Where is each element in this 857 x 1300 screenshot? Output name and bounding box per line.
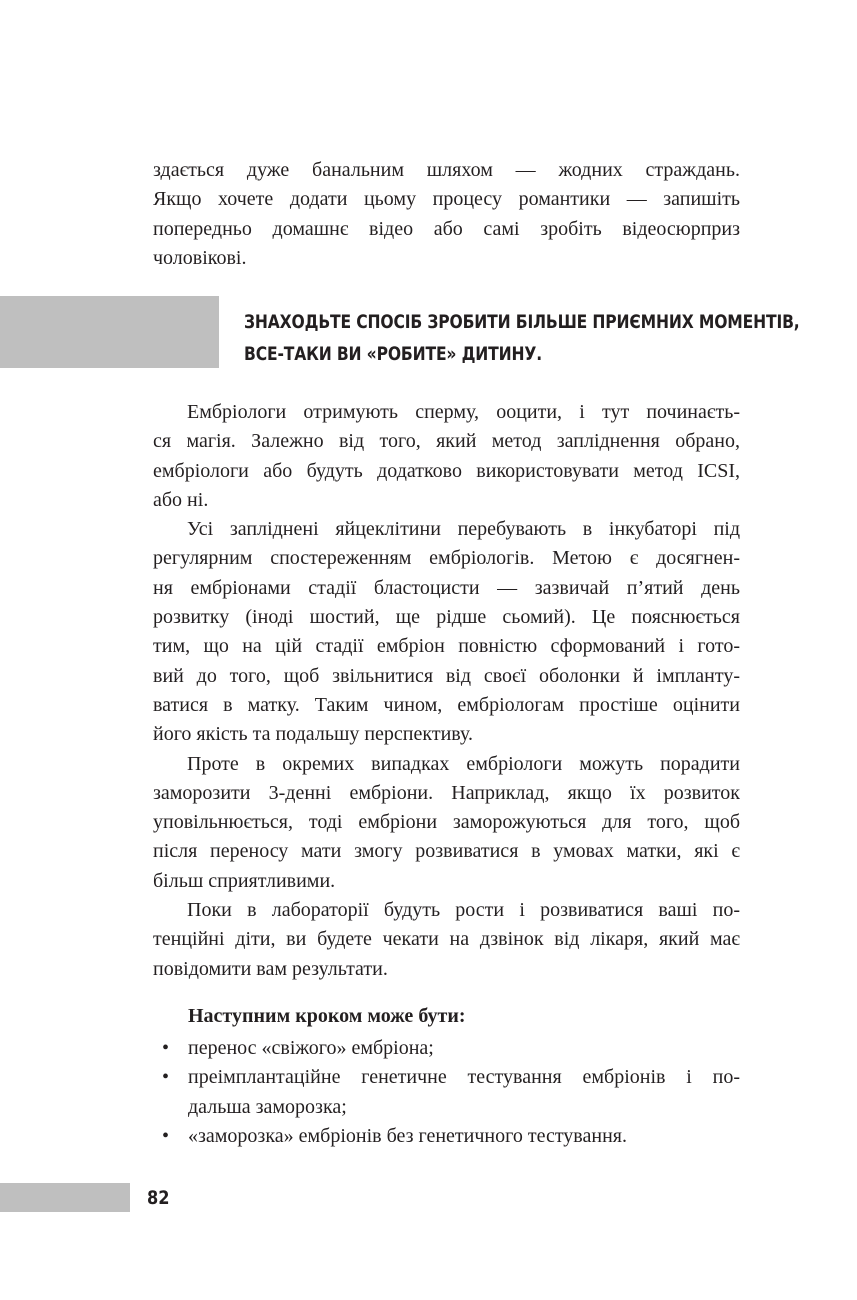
text-line: Ембріологи отримують сперму, ооцити, і тут починаєть- <box>187 401 740 423</box>
text-line: його якість та подальшу перспективу. <box>153 723 474 746</box>
paragraph <box>153 398 740 515</box>
text-line: Проте в окремих випадках ембріологи можуть порадити <box>187 752 740 775</box>
text-line: більш сприятливими. <box>153 869 336 892</box>
list-item <box>153 1063 740 1122</box>
text-line: Поки в лабораторії будуть рости і розвиватися ваші по- <box>187 899 740 922</box>
text-line: уповільнюється, тоді ембріони заморожуються для того, щоб <box>153 811 740 834</box>
text-line: повідомити вам результати. <box>153 957 388 980</box>
text-line: заморозити 3-денні ембріони. Наприклад, якщо їх розвиток <box>153 781 740 804</box>
text-line: ня ембріонами стадії бластоцисти — зазвичай п’ятий день <box>153 576 740 599</box>
text-line: • «заморозка» ембріонів без генетичного тестування. <box>188 1124 627 1147</box>
list-lead: Наступним кроком може бути: <box>188 1005 466 1027</box>
text-line: ся магія. Залежно від того, який метод запліднення обрано, <box>153 430 740 453</box>
intro-paragraph <box>153 156 740 273</box>
list-item <box>153 1122 740 1151</box>
text-line: регулярним спостереженням ембріологів. Метою є досягнен- <box>153 547 740 570</box>
callout-line: ВСЕ-ТАКИ ВИ «РОБИТЕ» ДИТИНУ. <box>244 343 543 365</box>
text-line: ембріологи або будуть додатково використовувати метод ICSI, <box>153 459 740 482</box>
text-line: тим, що на цій стадії ембріон повністю сформований і гото- <box>153 635 740 658</box>
text-line: розвитку (іноді шостий, ще рідше сьомий). Це пояснюється <box>153 606 740 629</box>
callout-heading <box>244 306 800 370</box>
list-item <box>153 1034 740 1063</box>
text-line: Усі запліднені яйцеклітини перебувають в інкубаторі під <box>187 518 740 541</box>
text-line: • перенос «свіжого» ембріона; <box>188 1037 434 1059</box>
text-line: дальша заморозка; <box>188 1095 347 1118</box>
next-steps-list <box>153 1034 740 1151</box>
text-line: вий до того, щоб звільнитися від своєї оболонки й імпланту- <box>153 664 740 687</box>
paragraph <box>153 896 740 984</box>
text-line: • преімплантаційне генетичне тестування ембріонів і по- <box>188 1066 740 1089</box>
text-line: або ні. <box>153 488 209 511</box>
text-line: після переносу мати змогу розвиватися в умовах матки, які є <box>153 840 740 863</box>
callout-accent-bar <box>0 296 219 368</box>
paragraph <box>153 750 740 896</box>
text-line: здається дуже банальним шляхом — жодних страждань. <box>153 159 740 181</box>
text-line: чоловікові. <box>153 246 247 269</box>
text-line: Якщо хочете додати цьому процесу романтики — запишіть <box>153 188 740 211</box>
callout-line: ЗНАХОДЬТЕ СПОСІБ ЗРОБИТИ БІЛЬШЕ ПРИЄМНИХ МОМЕНТІВ, <box>244 311 800 333</box>
text-line: попередньо домашнє відео або самі зробіть відеосюрприз <box>153 217 740 240</box>
text-line: тенційні діти, ви будете чекати на дзвінок від лікаря, який має <box>153 928 740 951</box>
paragraph <box>153 515 740 749</box>
text-line: ватися в матку. Таким чином, ембріологам простіше оцінити <box>153 693 740 716</box>
page-number-bar <box>0 1183 130 1212</box>
body-text <box>153 398 740 984</box>
page-number: 82 <box>147 1187 170 1209</box>
